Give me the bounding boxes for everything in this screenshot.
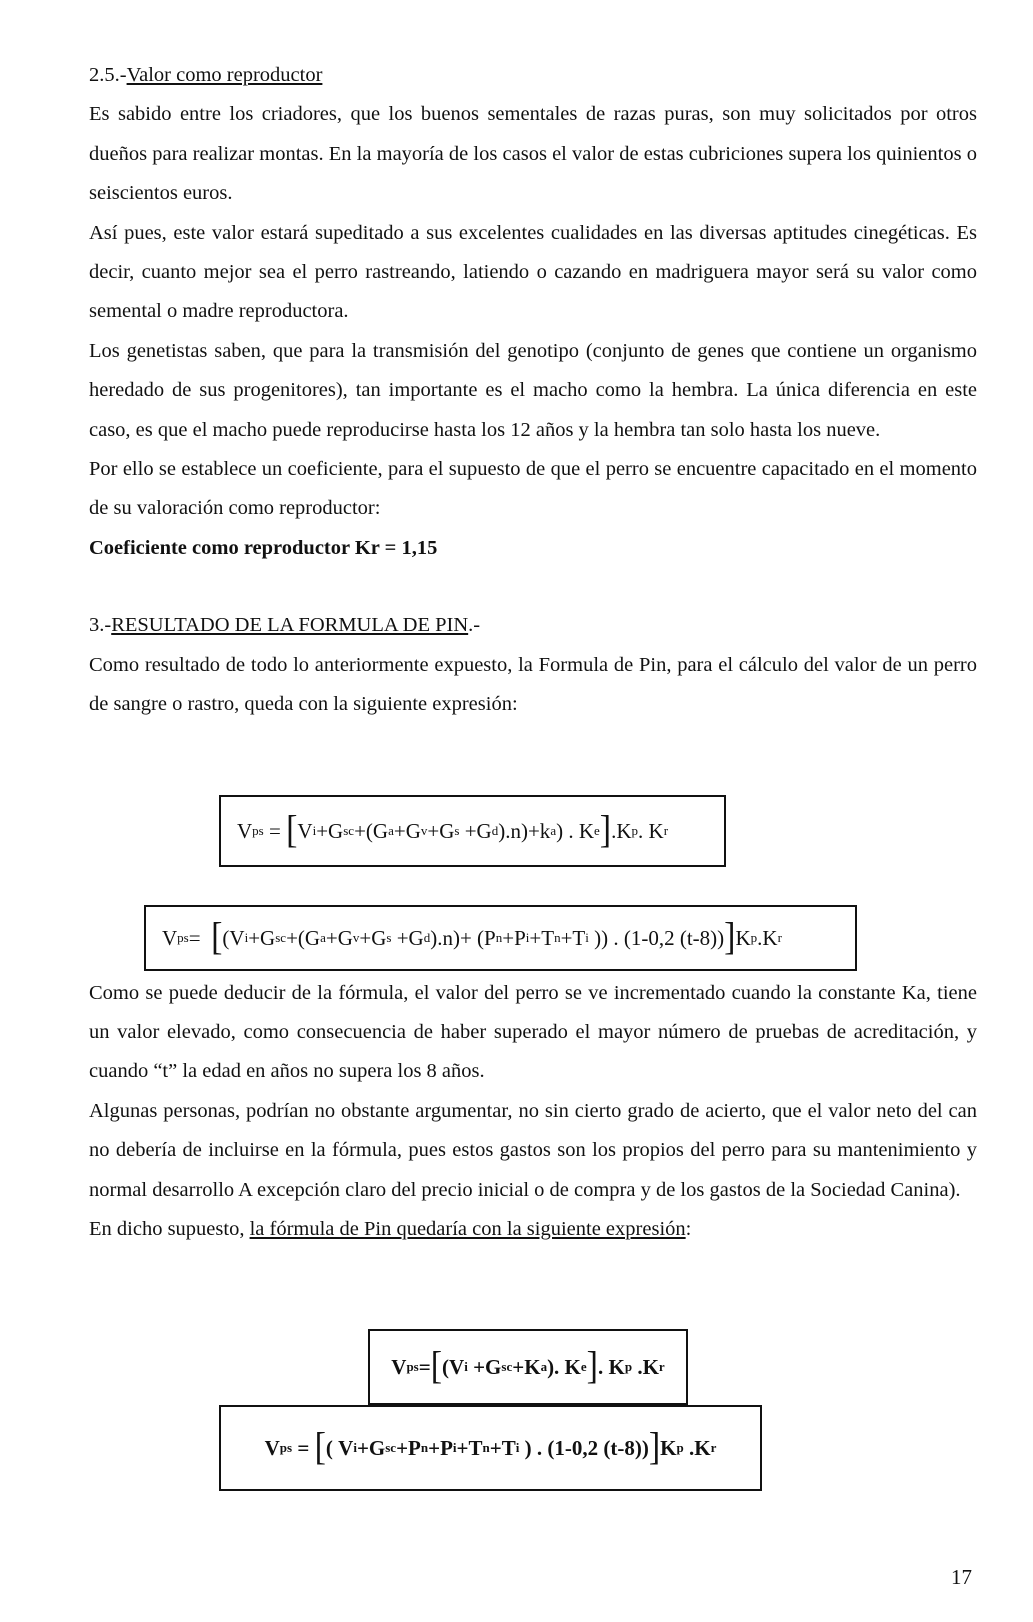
page-number: 17	[951, 1565, 972, 1589]
section-suffix: .-	[468, 614, 481, 637]
paragraph-lead: En dicho supuesto,	[89, 1217, 250, 1240]
section-number: 2.5.-	[89, 64, 127, 86]
formula-box-3: V ps = [ (V i +G sc +K a ). K e ] . K p .K r	[368, 1329, 688, 1405]
paragraph: Es sabido entre los criadores, que los buenos sementales de razas puras, son muy solicitados por otros dueños para realizar montas. En la mayoría de los casos el valor de estas cubriciones supera los quinientos o seiscientos euros.	[89, 103, 977, 205]
section-number: 3.-	[89, 614, 112, 637]
section-title: Valor como reproductor	[126, 64, 323, 86]
paragraph-tail: :	[685, 1217, 692, 1240]
formula-box-2: V ps = [ (V i +G sc +(G a +G v +G s +G d ).n)+ (P n +P i +T n +T i )) . (1-0,2 (t-8)) ] K p .K r	[144, 905, 857, 971]
paragraph: Así pues, este valor estará supeditado a sus excelentes cualidades en las diversas aptitudes cinegéticas. Es decir, cuanto mejor sea el perro rastreando, latiendo o cazando en madriguera mayor será su valor como semental o madre reproductora.	[89, 221, 977, 323]
paragraph-underlined: la fórmula de Pin quedaría con la siguiente expresión	[249, 1217, 686, 1240]
section-heading-3	[89, 606, 977, 645]
section-title: RESULTADO DE LA FORMULA DE PIN	[111, 614, 469, 637]
formula-box-1: V ps = [ V i +G sc +(G a +G v +G s +G d ).n)+k a ) . K e ] .K p . K r	[219, 795, 726, 867]
paragraph: Los genetistas saben, que para la transmisión del genotipo (conjunto de genes que contiene un organismo heredado de sus progenitores), tan importante es el macho como la hembra. La única diferencia en este caso, es que el macho puede reproducirse hasta los 12 años y la hembra tan solo hasta los nueve.	[89, 339, 977, 441]
page-content	[89, 56, 977, 1249]
coefficient-line: Coeficiente como reproductor Kr = 1,15	[89, 536, 438, 559]
paragraph: Como se puede deducir de la fórmula, el valor del perro se ve incrementado cuando la constante Ka, tiene un valor elevado, como consecuencia de haber superado el mayor número de pruebas de acreditación, y cuando “t” la edad en años no supera los 8 años.	[89, 981, 977, 1083]
section-heading-2-5	[89, 56, 977, 95]
paragraph: Por ello se establece un coeficiente, para el supuesto de que el perro se encuentre capacitado en el momento de su valoración como reproductor:	[89, 458, 977, 520]
paragraph: Algunas personas, podrían no obstante argumentar, no sin cierto grado de acierto, que el valor neto del can no debería de incluirse en la fórmula, pues estos gastos son los propios del perro para su mantenimiento y normal desarrollo A excepción claro del precio inicial o de compra y de los gastos de la Sociedad Canina).	[89, 1099, 977, 1201]
paragraph	[89, 1210, 977, 1249]
paragraph: Como resultado de todo lo anteriormente expuesto, la Formula de Pin, para el cálculo del valor de un perro de sangre o rastro, queda con la siguiente expresión:	[89, 653, 977, 716]
formula-box-4: V ps = [ ( V i +G sc +P n +P i +T n +T i ) . (1-0,2 (t-8)) ] K p .K r	[219, 1405, 762, 1491]
